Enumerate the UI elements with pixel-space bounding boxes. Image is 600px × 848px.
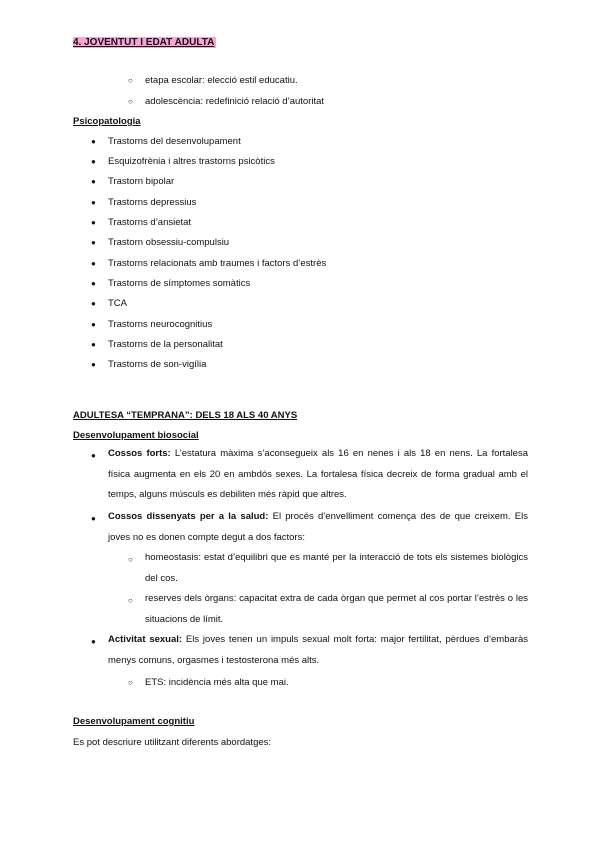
bullet-icon: ● [91,259,96,268]
list-item: Trastorn obsessiu-compulsiu [108,237,230,248]
homeostasis-item: homeostasis: estat d’equilibri que es manté per la interacció de tots els sistemes biològics del cos. [145,552,528,584]
cossos-forts-text: L’estatura màxima s’aconsegueix als 16 en nenes i als 18 en nens. La fortalesa física augmenta en els 20 en ambdós sexes. La fortalesa física decreix de forma gradual amb el temps, alguns músculs es debiliten més ràpid que altres. [108,448,529,500]
list-item: Trastorns relacionats amb traumes i factors d’estrès [108,258,327,269]
bullet-icon: ● [91,320,96,329]
hollow-bullet-icon: ○ [128,97,133,106]
bullet-icon: ● [91,279,96,288]
list-item: Trastorns del desenvolupament [108,136,241,147]
hollow-bullet-icon: ○ [128,678,133,687]
bullet-icon: ● [91,238,96,247]
activitat-sexual-paragraph [108,630,528,671]
list-item: Trastorns de son-vigília [108,359,207,370]
bullet-icon: ● [91,157,96,166]
section-title: 4. JOVENTUT I EDAT ADULTA [73,37,215,48]
activitat-sexual-text: Els joves tenen un impuls sexual molt forta: major fertilitat, pèrdues d’embaràs menys comuns, orgasmes i testosterona més alts. [108,634,528,666]
bullet-icon: ● [91,137,96,146]
list-item: etapa escolar: elecció estil educatiu. [145,75,298,86]
list-item: Trastorns de la personalitat [108,339,223,350]
list-item: TCA [108,298,127,309]
cossos-dissenyats-text: El procés d’envelliment comença des de que creixem. Els joves no es donen compte degut a dos factors: [108,511,528,543]
list-item: Trastorns d’ansietat [108,217,192,228]
bullet-icon: ● [91,514,96,523]
bullet-icon: ● [91,299,96,308]
activitat-sexual-label: Activitat sexual: [108,634,183,645]
cossos-forts-paragraph [108,444,528,506]
list-item: Trastorns depressius [108,197,197,208]
bullet-icon: ● [91,360,96,369]
hollow-bullet-icon: ○ [128,555,133,564]
reserves-item: reserves dels òrgans: capacitat extra de cada òrgan que permet al cos portar l’estrès o les situacions de límit. [145,593,528,625]
adultesa-heading: ADULTESA “TEMPRANA”: DELS 18 ALS 40 ANYS [73,410,298,421]
cognitiu-text: Es pot descriure utilitzant diferents abordatges: [73,737,272,748]
bullet-icon: ● [91,218,96,227]
biosocial-heading: Desenvolupament biosocial [73,430,199,441]
bullet-icon: ● [91,340,96,349]
list-item: Trastorn bipolar [108,176,175,187]
ets-item: ETS: incidència més alta que mai. [145,677,289,688]
hollow-bullet-icon: ○ [128,596,133,605]
cossos-dissenyats-paragraph [108,507,528,548]
cossos-forts-label: Cossos forts: [108,448,171,459]
list-item: adolescència: redefinició relació d’autoritat [145,96,325,107]
list-item: Trastorns de símptomes somàtics [108,278,251,289]
list-item: Trastorns neurocognitius [108,319,213,330]
cossos-dissenyats-label: Cossos dissenyats per a la salud: [108,511,269,522]
list-item: Esquizofrènia i altres trastorns psicòtics [108,156,275,167]
hollow-bullet-icon: ○ [128,76,133,85]
bullet-icon: ● [91,451,96,460]
bullet-icon: ● [91,198,96,207]
psicopatologia-heading: Psicopatologia [73,116,141,127]
bullet-icon: ● [91,637,96,646]
bullet-icon: ● [91,177,96,186]
cognitiu-heading: Desenvolupament cognitiu [73,716,195,727]
